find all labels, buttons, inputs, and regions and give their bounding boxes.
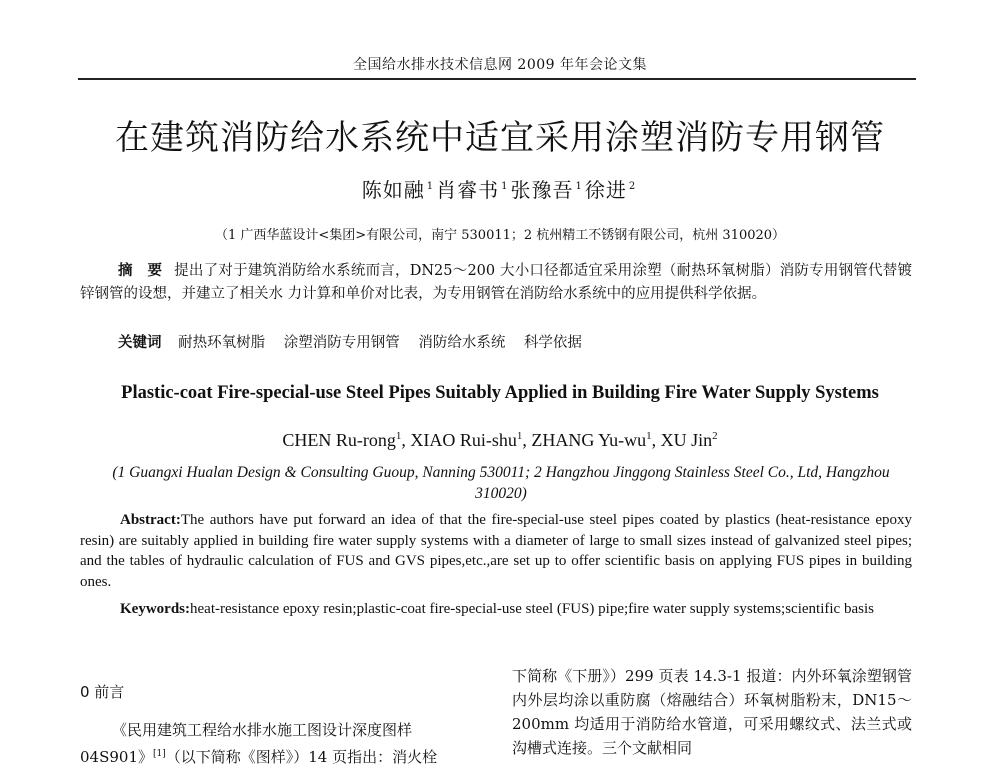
keyword: 耐热环氧树脂	[178, 335, 266, 351]
zh-abstract	[80, 260, 912, 306]
running-header: 全国给水排水技术信息网 2009 年年会论文集	[352, 57, 648, 73]
en-authors: CHEN Ru-rong$^1$, XIAO Rui-shu$^1$, ZHANG $Yu-wu^1$, XU Jin$^2$	[282, 430, 718, 450]
author-name: 陈如融	[361, 178, 425, 202]
author-sup: 1	[501, 181, 509, 193]
author-sup: 1	[575, 181, 583, 193]
zh-authors	[0, 174, 1000, 203]
en-affiliation: (1 Guangxi Hualan Design & Consulting Guoup, Nanning 530011; 2 Hangzhou Jinggong Stainless Steel Co., Ltd, Hangzhou 310020)	[112, 464, 890, 502]
keyword: 涂塑消防专用钢管	[283, 335, 400, 351]
paragraph-text: 《民用建筑工程给水排水施工图设计深度图样 04S901》	[80, 721, 413, 766]
zh-keywords-label: 关键词	[118, 335, 162, 351]
author-sup: 1	[426, 181, 435, 193]
en-keywords-text: heat-resistance epoxy resin;plastic-coat fire-special-use steel (FUS) pipe;fire water supply systems;scientific basis	[190, 601, 874, 617]
author-sup: 1	[395, 430, 402, 442]
zh-title: 在建筑消防给水系统中适宜采用涂塑消防专用钢管	[115, 118, 885, 158]
en-keywords	[80, 599, 912, 620]
author-name: CHEN Ru-rong	[282, 430, 396, 450]
section-heading: 0 前言	[80, 683, 125, 701]
en-abstract-label: Abstract:	[120, 512, 181, 528]
body-left-column	[80, 664, 480, 769]
author-name: 肖睿书	[436, 178, 500, 202]
citation: [1]	[153, 749, 166, 759]
header-rule	[78, 78, 916, 80]
zh-affiliation: （1 广西华蓝设计<集团>有限公司，南宁 530011；2 杭州精工不锈钢有限公司，杭州 310020）	[214, 228, 786, 243]
author-name: 张豫吾	[510, 178, 574, 202]
author-sup: 1	[516, 430, 523, 442]
en-abstract	[80, 510, 912, 592]
en-title: Plastic-coat Fire-special-use Steel Pipes Suitably Applied in Building Fire Water Supply Systems	[121, 383, 879, 403]
author-name: XIAO Rui-shu	[410, 430, 517, 450]
author-name: 徐进	[584, 178, 627, 202]
zh-abstract-label: 摘 要	[118, 263, 163, 279]
author-sup: 1	[646, 430, 652, 442]
zh-keywords	[118, 332, 912, 355]
author-name: ZHANG Yu-wu	[531, 430, 647, 450]
en-keywords-label: Keywords:	[120, 601, 190, 617]
zh-abstract-text: 提出了对于建筑消防给水系统而言，DN25～200 大小口径都适宜采用涂塑（耐热环氧树脂）消防专用钢管代替镀锌钢管的设想，并建立了相关水 力计算和单价对比表，为专用钢管在消防给水系统中的应用提供科学依据。	[80, 263, 912, 302]
author-name: XU Jin	[660, 430, 713, 450]
body-right-column: 下简称《下册》）299 页表 14.3-1 报道：内外环氧涂塑钢管内外层均涂以重防腐（熔融结合）环氧树脂粉末，DN15～200mm 均适用于消防给水管道，可采用螺纹式、法兰式或沟槽式连接。三个文献相同	[512, 667, 912, 757]
keyword: 消防给水系统	[418, 335, 506, 351]
author-sup: 2	[628, 181, 637, 193]
body-paragraph	[80, 718, 480, 769]
keyword: 科学依据	[523, 335, 582, 351]
author-sup: 2	[712, 430, 718, 442]
paragraph-text: （以下简称《图样》）14 页指出：消火栓	[165, 748, 438, 766]
en-abstract-text: The authors have put forward an idea of that the fire-special-use steel pipes coated by plastics (heat-resistance epoxy resin) are suitably applied in building fire water supply systems with a diameter of large to small sizes instead of galvanized steel pipes; and the tables of hydraulic calculation of FUS and GVS pipes,etc.,are set up to offer scientific basis on applying FUS pipes in building ones.	[80, 512, 912, 590]
